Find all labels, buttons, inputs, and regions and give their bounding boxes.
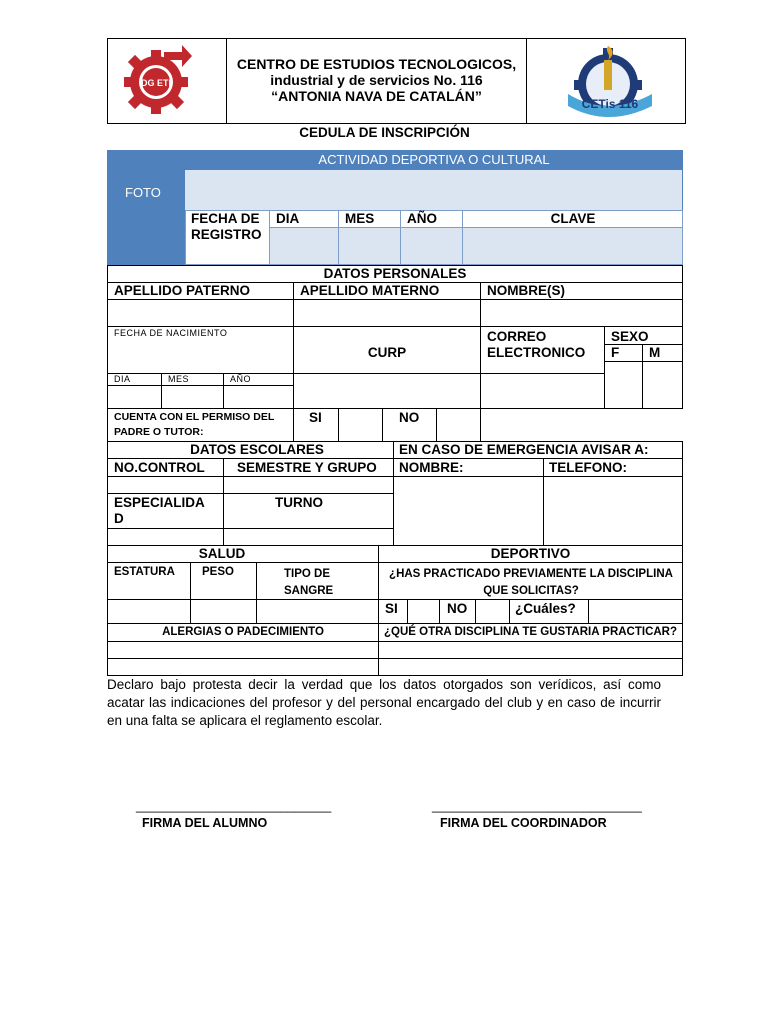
coordinador-signature-label: FIRMA DEL COORDINADOR [440, 816, 607, 830]
reg-div-h [269, 227, 683, 228]
alergias-label: ALERGIAS O PADECIMIENTO [162, 626, 324, 638]
curp-label: CURP [367, 345, 407, 360]
fecha-registro-label: FECHA DE REGISTRO [191, 211, 262, 242]
tipo-sangre-label: TIPO DE SANGRE [284, 568, 334, 597]
mes-nac-label: MES [168, 374, 190, 384]
cetis-logo-text: CETis 116 [581, 97, 639, 111]
reg-div-2 [338, 210, 339, 265]
otra-field-2[interactable] [378, 658, 683, 676]
peso-field[interactable] [190, 599, 257, 624]
dgeti-logo [120, 40, 192, 118]
permiso-no-label: NO [399, 410, 420, 425]
coordinador-signature-line: _____________________________ [432, 798, 642, 813]
activity-title: ACTIVIDAD DEPORTIVA O CULTURAL [318, 152, 550, 167]
telefono-label: TELEFONO: [549, 460, 627, 475]
semestre-label: SEMESTRE Y GRUPO [237, 460, 377, 475]
form-title: CEDULA DE INSCRIPCIÓN [299, 125, 470, 140]
permiso-label: CUENTA CON EL PERMISO DEL PADRE O TUTOR: [114, 411, 275, 438]
apellido-paterno-label: APELLIDO PATERNO [114, 283, 251, 298]
estatura-label: ESTATURA [114, 566, 175, 578]
clave-label: CLAVE [550, 211, 596, 226]
health-title: SALUD [198, 546, 246, 561]
anio-nac-label: AÑO [230, 374, 252, 384]
correo-field[interactable] [480, 373, 605, 409]
fecha-nacimiento-label: FECHA DE NACIMIENTO [114, 328, 228, 338]
clave-field[interactable] [463, 228, 682, 264]
school-name-line3: “ANTONIA NAVA DE CATALÁN” [271, 88, 482, 104]
correo-label: CORREO ELECTRONICO [487, 329, 586, 360]
activity-field[interactable] [185, 170, 682, 210]
otra-field-1[interactable] [378, 641, 683, 659]
declaration-text: Declaro bajo protesta decir la verdad que los datos otorgados son verídicos, así como acatar las indicaciones del profesor y del personal encargado del club y en caso de incurrir en una falta se aplicara el reglamento escolar. [107, 677, 661, 728]
practicado-no-field[interactable] [475, 599, 510, 624]
apellido-materno-label: APELLIDO MATERNO [300, 283, 440, 298]
anio-label: AÑO [407, 211, 437, 226]
estatura-field[interactable] [107, 599, 191, 624]
otra-label: ¿QUÉ OTRA DISCIPLINA TE GUSTARIA PRACTICAR? [383, 626, 678, 638]
semestre-field[interactable] [223, 476, 394, 494]
permiso-si-label: SI [309, 410, 322, 425]
alergias-field-1[interactable] [107, 641, 379, 659]
cuales-label: ¿Cuáles? [515, 601, 576, 616]
school-name-line1: CENTRO DE ESTUDIOS TECNOLOGICOS, [236, 56, 517, 72]
dgeti-logo-text: DG ETI [140, 78, 172, 88]
mes-field[interactable] [339, 228, 400, 264]
especialidad-field[interactable] [107, 528, 224, 546]
permiso-no-field[interactable] [436, 408, 481, 442]
dia-field[interactable] [270, 228, 338, 264]
sexo-label: SEXO [611, 329, 649, 344]
alumno-signature-line: ___________________________ [136, 798, 332, 813]
practicado-si-field[interactable] [407, 599, 440, 624]
alergias-field-2[interactable] [107, 658, 379, 676]
sport-title: DEPORTIVO [490, 546, 571, 561]
practicado-label: ¿HAS PRACTICADO PREVIAMENTE LA DISCIPLINA QUE SOLICITAS? [389, 568, 673, 597]
school-name-line2: industrial y de servicios No. 116 [270, 72, 483, 88]
mes-label: MES [345, 211, 375, 226]
anio-nac-field[interactable] [223, 385, 294, 409]
mes-nac-field[interactable] [161, 385, 224, 409]
apellido-materno-field[interactable] [293, 299, 481, 327]
dia-nac-label: DIA [114, 374, 131, 384]
especialidad-label: ESPECIALIDAD [114, 495, 205, 526]
peso-label: PESO [202, 566, 234, 578]
telefono-field[interactable] [543, 476, 683, 546]
cuales-field[interactable] [588, 599, 683, 624]
alumno-signature-label: FIRMA DEL ALUMNO [142, 816, 268, 830]
nombre-emerg-field[interactable] [393, 476, 544, 546]
anio-field[interactable] [401, 228, 462, 264]
no-control-field[interactable] [107, 476, 224, 494]
nombres-field[interactable] [480, 299, 683, 327]
personal-title: DATOS PERSONALES [323, 266, 467, 281]
school-title: DATOS ESCOLARES [190, 442, 324, 457]
no-control-label: NO.CONTROL [114, 460, 205, 475]
turno-label: TURNO [275, 495, 323, 510]
sexo-m-label: M [649, 345, 661, 360]
dia-label: DIA [276, 211, 300, 226]
practicado-no-label: NO [447, 601, 468, 616]
dia-nac-field[interactable] [107, 385, 162, 409]
photo-label: FOTO [125, 185, 161, 200]
nombre-emerg-label: NOMBRE: [399, 460, 464, 475]
sexo-f-cell [604, 344, 643, 362]
cetis-logo [560, 40, 660, 120]
permiso-si-field[interactable] [338, 408, 383, 442]
sexo-m-field[interactable] [642, 361, 683, 409]
reg-div-1 [269, 210, 270, 265]
emergency-title: EN CASO DE EMERGENCIA AVISAR A: [399, 442, 649, 457]
apellido-paterno-field[interactable] [107, 299, 294, 327]
sexo-f-label: F [611, 345, 620, 360]
nombres-label: NOMBRE(S) [487, 283, 565, 298]
curp-field[interactable] [293, 373, 481, 409]
tipo-sangre-field[interactable] [256, 599, 379, 624]
practicado-si-label: SI [385, 601, 398, 616]
sexo-f-field[interactable] [604, 361, 643, 409]
turno-field[interactable] [223, 528, 394, 546]
header-divider-right [526, 38, 527, 124]
reg-div-3 [400, 210, 401, 265]
